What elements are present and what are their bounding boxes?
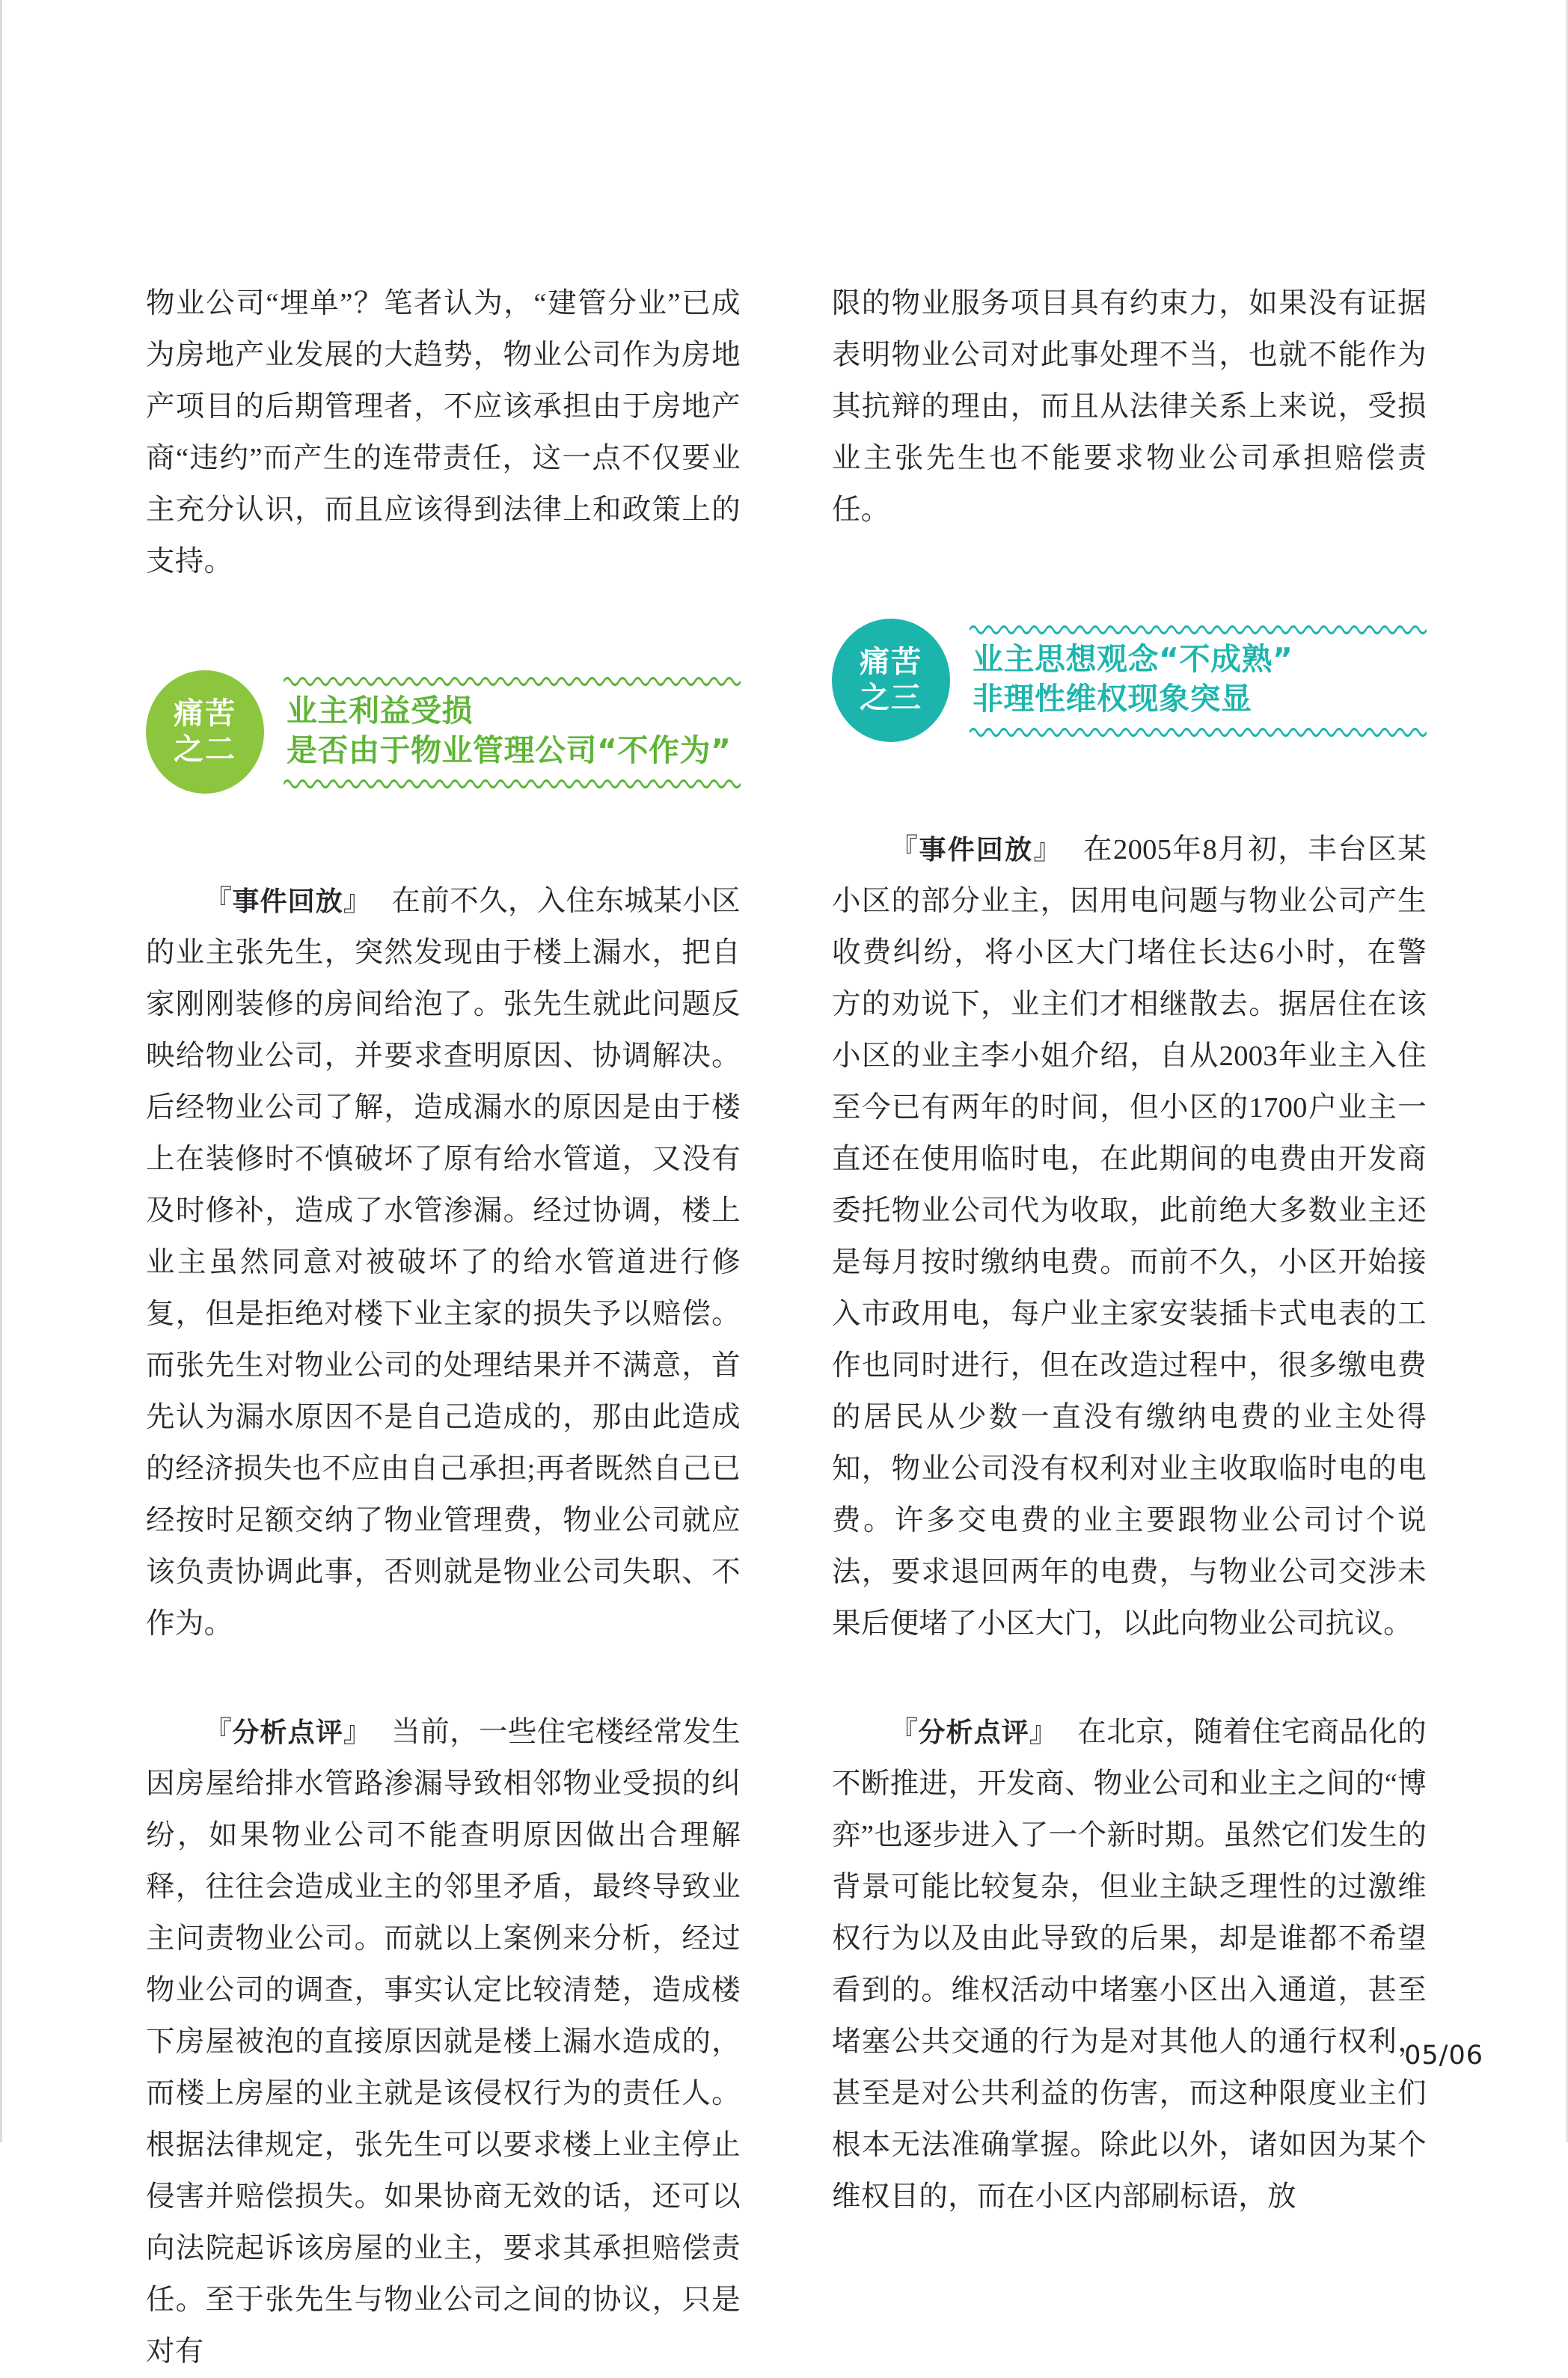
spacer bbox=[832, 1650, 1427, 1707]
spacer bbox=[832, 742, 1427, 824]
spacer bbox=[832, 536, 1427, 619]
left-analysis-text: 当前，一些住宅楼经常发生因房屋给排水管路渗漏导致相邻物业受损的纠纷，如果物业公司不能查明原因做出合理解释，往往会造成业主的邻里矛盾，最终导致业主问责物业公司。而就以上案例来分析，经过物业公司的调查，事实认定比较清楚，造成楼下房屋被泡的直接原因就是楼上漏水造成的，而楼上房屋的业主就是该侵权行为的责任人。根据法律规定，张先生可以要求楼上业主停止侵害并赔偿损失。如果协商无效的话，还可以向法院起诉该房屋的业主，要求其承担赔偿责任。至于张先生与物业公司之间的协议，只是对有 bbox=[146, 1717, 741, 2368]
left-column bbox=[146, 278, 741, 2378]
right-event-bracket-close: 』 bbox=[1033, 834, 1063, 865]
left-analysis-label: 分析点评 bbox=[232, 1717, 343, 1748]
left-analysis-bracket-open: 『 bbox=[203, 1717, 233, 1748]
wavy-rule-top-icon bbox=[970, 623, 1427, 637]
right-event-bracket-open: 『 bbox=[889, 834, 919, 865]
banner-headlines bbox=[973, 640, 1427, 719]
wavy-rule-bottom-icon bbox=[284, 777, 741, 791]
right-intro-paragraph: 限的物业服务项目具有约束力，如果没有证据表明物业公司对此事处理不当，也就不能作为其抗辩的理由，而且从法律关系上来说，受损业主张先生也不能要求物业公司承担赔偿责任。 bbox=[832, 288, 1427, 526]
badge-line-1: 痛苦 bbox=[174, 696, 236, 731]
right-analysis-bracket-open: 『 bbox=[889, 1717, 919, 1748]
right-event-paragraph bbox=[832, 824, 1427, 1650]
wavy-rule-bottom-icon bbox=[970, 726, 1427, 739]
banner-headline-1: 业主利益受损 bbox=[287, 693, 473, 729]
left-event-paragraph bbox=[146, 876, 741, 1650]
right-column bbox=[832, 278, 1427, 2223]
right-event-label: 事件回放 bbox=[919, 835, 1034, 865]
left-event-label: 事件回放 bbox=[232, 886, 343, 917]
section-banner-green bbox=[146, 670, 741, 794]
banner-headline-2: 非理性维权现象突显 bbox=[973, 681, 1252, 717]
left-event-bracket-close: 』 bbox=[343, 886, 373, 917]
banner-heading-area bbox=[970, 619, 1427, 742]
banner-headlines bbox=[287, 691, 741, 770]
right-analysis-text: 在北京，随着住宅商品化的不断推进，开发商、物业公司和业主之间的“博弈”也逐步进入了一个新时期。虽然它们发生的背景可能比较复杂，但业主缺乏理性的过激维权行为以及由此导致的后果，却是谁都不希望看到的。维权活动中堵塞小区出入通道，甚至堵塞公共交通的行为是对其他人的通行权利，甚至是对公共利益的伤害，而这种限度业主们根本无法准确掌握。除此以外，诸如因为某个维权目的，而在小区内部刷标语，放 bbox=[832, 1717, 1427, 2213]
right-analysis-paragraph bbox=[832, 1707, 1427, 2223]
left-analysis-paragraph bbox=[146, 1707, 741, 2378]
spacer bbox=[146, 588, 741, 670]
left-event-bracket-open: 『 bbox=[203, 886, 233, 917]
badge-line-2: 之二 bbox=[174, 732, 236, 767]
left-event-text: 在前不久，入住东城某小区的业主张先生，突然发现由于楼上漏水，把自家刚刚装修的房间给泡了。张先生就此问题反映给物业公司，并要求查明原因、协调解决。后经物业公司了解，造成漏水的原因是由于楼上在装修时不慎破坏了原有给水管道，又没有及时修补，造成了水管渗漏。经过协调，楼上业主虽然同意对被破坏了的给水管道进行修复，但是拒绝对楼下业主家的损失予以赔偿。而张先生对物业公司的处理结果并不满意，首先认为漏水原因不是自己造成的，那由此造成的经济损失也不应由自己承担;再者既然自己已经按时足额交纳了物业管理费，物业公司就应该负责协调此事，否则就是物业公司失职、不作为。 bbox=[146, 886, 741, 1640]
spacer bbox=[146, 794, 741, 876]
banner-headline-2: 是否由于物业管理公司“不作为” bbox=[287, 732, 732, 768]
two-column-layout bbox=[146, 278, 1427, 2378]
badge-line-1: 痛苦 bbox=[860, 644, 922, 679]
right-analysis-label: 分析点评 bbox=[918, 1717, 1029, 1748]
right-analysis-bracket-close: 』 bbox=[1029, 1717, 1059, 1748]
badge-pain-three bbox=[832, 619, 950, 742]
right-event-text: 在2005年8月初，丰台区某小区的部分业主，因用电问题与物业公司产生收费纠纷，将小区大门堵住长达6小时，在警方的劝说下，业主们才相继散去。据居住在该小区的业主李小姐介绍，自从2003年业主入住至今已有两年的时间，但小区的1700户业主一直还在使用临时电，在此期间的电费由开发商委托物业公司代为收取，此前绝大多数业主还是每月按时缴纳电费。而前不久，小区开始接入市政用电，每户业主家安装插卡式电表的工作也同时进行，但在改造过程中，很多缴电费的居民从少数一直没有缴纳电费的业主处得知，物业公司没有权利对业主收取临时电的电费。许多交电费的业主要跟物业公司讨个说法，要求退回两年的电费，与物业公司交涉未果后便堵了小区大门，以此向物业公司抗议。 bbox=[832, 834, 1427, 1640]
spacer bbox=[146, 1650, 741, 1707]
banner-heading-area bbox=[284, 670, 741, 794]
page-content bbox=[146, 278, 1427, 2378]
badge-line-2: 之三 bbox=[860, 680, 922, 715]
page-number: 05/06 bbox=[1404, 2041, 1483, 2071]
section-banner-teal bbox=[832, 619, 1427, 742]
badge-pain-two bbox=[146, 670, 264, 794]
banner-headline-1: 业主思想观念“不成熟” bbox=[973, 641, 1293, 677]
wavy-rule-top-icon bbox=[284, 675, 741, 688]
left-intro-paragraph: 物业公司“埋单”？笔者认为，“建管分业”已成为房地产业发展的大趋势，物业公司作为房地产项目的后期管理者，不应该承担由于房地产商“违约”而产生的连带责任，这一点不仅要业主充分认识，而且应该得到法律上和政策上的支持。 bbox=[146, 288, 741, 577]
left-analysis-bracket-close: 』 bbox=[343, 1717, 373, 1748]
